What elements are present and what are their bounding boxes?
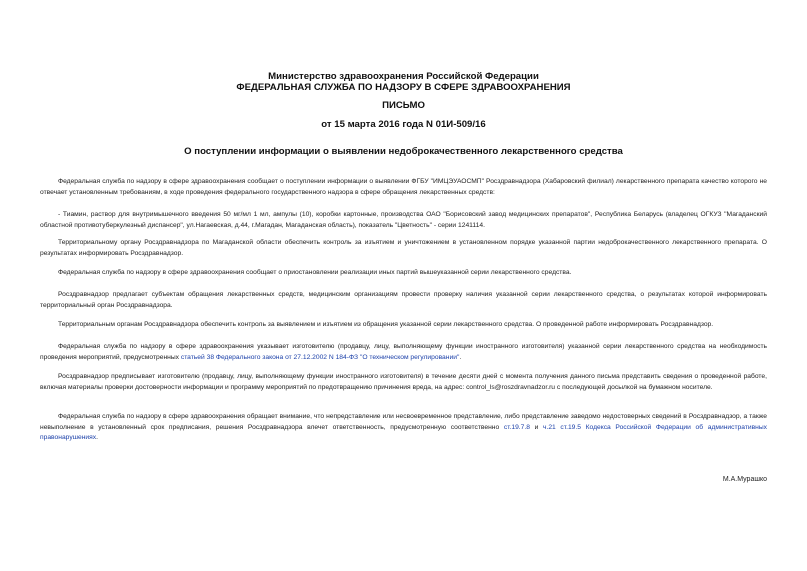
paragraph-7-end: . bbox=[459, 353, 462, 361]
koap-article-19-5-link[interactable]: ч.21 ст.19.5 Кодекса Российской Федерации об административных правонарушениях bbox=[40, 423, 768, 441]
paragraph-9 bbox=[40, 412, 767, 444]
paragraph-4: Федеральная служба по надзору в сфере здравоохранения сообщает о приостановлении реализации иных партий вышеуказанной серии лекарственного средства. bbox=[58, 269, 572, 276]
paragraph-3: Территориальному органу Росздравнадзора по Магаданской области обеспечить контроль за изъятием и уничтожением в установленном порядке указанной партии недоброкачественного лекарственного препарата. О результатах информировать Росздравнадзор. bbox=[40, 239, 767, 257]
document-date-number: от 15 марта 2016 года N 01И-509/16 bbox=[321, 119, 486, 130]
document-title: О поступлении информации о выявлении недоброкачественного лекарственного средства bbox=[184, 146, 623, 157]
paragraph-5: Росздравнадзор предлагает субъектам обращения лекарственных средств, медицинским организациям провести проверку наличия указанной серии лекарственного средства, о результатах которой информировать территориальный орган Росздравнадзора. bbox=[40, 291, 767, 309]
paragraph-6: Территориальным органам Росздравнадзора обеспечить контроль за выявлением и изъятием из обращения указанной серии лекарственного средства. О проведенной работе информировать Росздравнадзор. bbox=[58, 321, 714, 328]
paragraph-1: Федеральная служба по надзору в сфере здравоохранения сообщает о поступлении информации о выявлении ФГБУ "ИМЦЭУАОСМП" Росздравнадзора (Хабаровский филиал) лекарственного препарата качество которого не отвечает установленным требованиям, в ходе проведения федерального государственного надзора в сфере обращения лекарственных средств: bbox=[40, 178, 767, 196]
service-name: ФЕДЕРАЛЬНАЯ СЛУЖБА ПО НАДЗОРУ В СФЕРЕ ЗДРАВООХРАНЕНИЯ bbox=[236, 82, 571, 93]
koap-article-19-7-8-link[interactable]: ст.19.7.8 bbox=[503, 423, 530, 431]
paragraph-9-end: . bbox=[96, 434, 98, 441]
paragraph-2: - Тиамин, раствор для внутримышечного введения 50 мг/мл 1 мл, ампулы (10), коробки картонные, производства ОАО "Борисовский завод медицинских препаратов", Республика Беларусь (владелец ОГКУЗ "Магаданский областной противотуберкулезный диспансер", ул.Нагаевская, д.44, г.Магадан, Магаданская область), показатель "Цветность" - серии 1241114. bbox=[40, 211, 767, 229]
paragraph-7 bbox=[40, 342, 767, 363]
law-184-fz-link[interactable]: статьей 38 Федерального закона от 27.12.2002 N 184-ФЗ "О техническом регулировании" bbox=[180, 353, 460, 361]
paragraph-7-text: Федеральная служба по надзору в сфере здравоохранения указывает изготовителю (продавцу, лицу, выполняющему функции иностранного изготовителя) указанной серии лекарственного средства на необходимость проведения мероприятий, предусмотренных bbox=[40, 343, 767, 361]
signature: М.А.Мурашко bbox=[722, 476, 767, 483]
ministry-name: Министерство здравоохранения Российской Федерации bbox=[268, 71, 539, 82]
paragraph-9-text: Федеральная служба по надзору в сфере здравоохранения обращает внимание, что непредставление или несвоевременное представление, либо представление заведомо недостоверных сведений в Росздравнадзор, а также невыполнение в установленный срок предписания, решения Росздравнадзора влечет ответственность, предусмотренную соответственно bbox=[40, 413, 767, 431]
paragraph-8: Росздравнадзор предписывает изготовителю (продавцу, лицу, выполняющему функции иностранного изготовителя) в течение десяти дней с момента получения данного письма представить сведения о проведенной работе, включая материалы проверки достоверности информации и программу мероприятий по предотвращению причинения вреда, на адрес: control_ls@roszdravnadzor.ru с последующей досылкой на бумажном носителе. bbox=[40, 373, 767, 391]
document-type: ПИСЬМО bbox=[382, 100, 425, 111]
paragraph-9-conjunction: и bbox=[529, 423, 543, 431]
